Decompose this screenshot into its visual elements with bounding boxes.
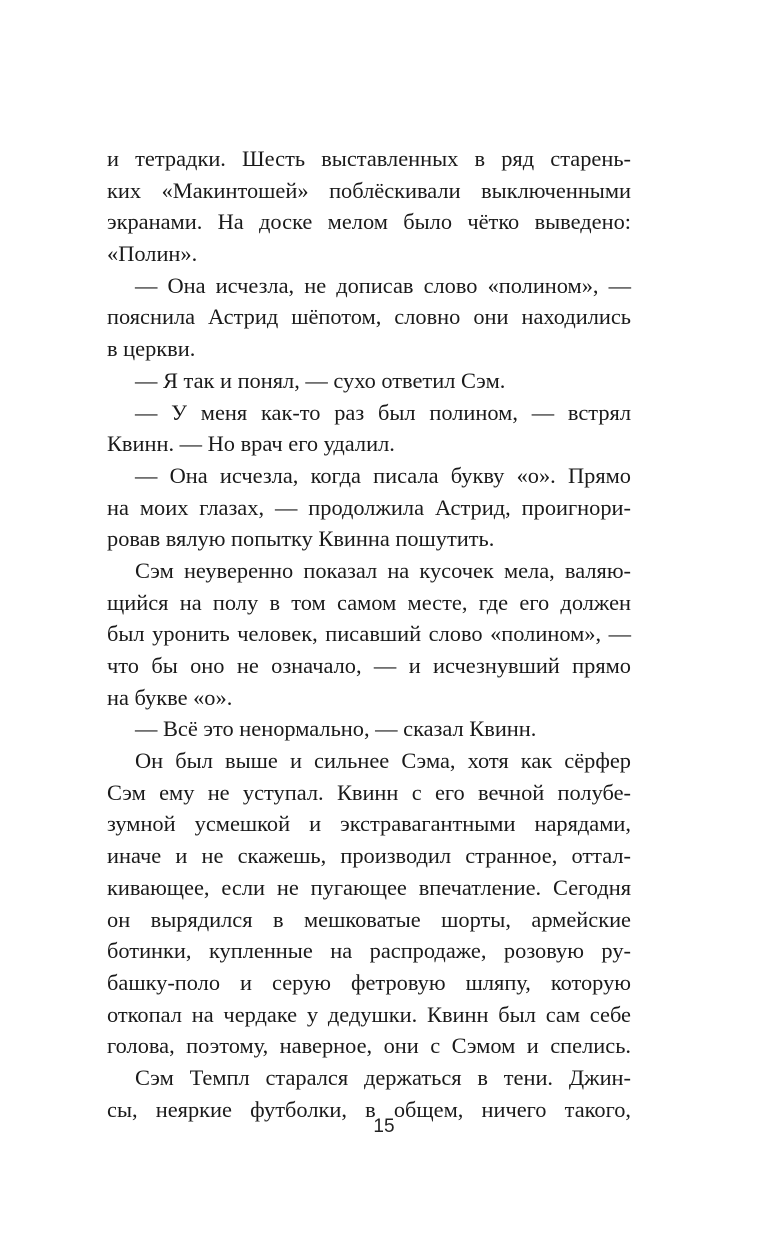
paragraph <box>107 397 631 460</box>
text-line: ких «Макинтошей» поблёскивали выключенными <box>107 177 631 203</box>
text-line: иначе и не скажешь, производил странное, оттал- <box>107 843 631 869</box>
text-line: голова, поэтому, наверное, они с Сэмом и спелись. <box>107 1033 631 1059</box>
page-number: 15 <box>373 1116 395 1137</box>
text-line: Сэм Темпл старался держаться в тени. Джин- <box>135 1064 631 1090</box>
page-body <box>107 143 631 1125</box>
text-line: — Она исчезла, когда писала букву «о». Прямо <box>135 462 631 488</box>
text-line: Квинн. — Но врач его удалил. <box>107 431 395 457</box>
text-line: Он был выше и сильнее Сэма, хотя как сёрфер <box>135 748 631 774</box>
text-line: пояснила Астрид шёпотом, словно они находились <box>107 304 631 330</box>
text-line: ботинки, купленные на распродаже, розовую ру- <box>107 938 631 964</box>
text-line: — Я так и понял, — сухо ответил Сэм. <box>135 367 506 393</box>
text-line: — Всё это ненормально, — сказал Квинн. <box>135 716 537 742</box>
paragraph <box>107 143 631 270</box>
paragraph <box>107 745 631 1062</box>
text-line: на моих глазах, — продолжила Астрид, проигнори- <box>107 494 631 520</box>
text-line: Сэм неуверенно показал на кусочек мела, валяю- <box>135 557 631 583</box>
text-line: ровав вялую попытку Квинна пошутить. <box>107 526 495 552</box>
text-line: в церкви. <box>107 336 196 362</box>
text-line: был уронить человек, писавший слово «полином», — <box>107 621 631 647</box>
text-line: зумной усмешкой и экстравагантными нарядами, <box>107 811 631 837</box>
paragraph <box>107 713 631 745</box>
text-line: щийся на полу в том самом месте, где его должен <box>107 589 631 615</box>
paragraph <box>107 365 631 397</box>
paragraph <box>107 270 631 365</box>
text-line: Сэм ему не уступал. Квинн с его вечной полубе- <box>107 779 631 805</box>
text-line: откопал на чердаке у дедушки. Квинн был сам себе <box>107 1001 631 1027</box>
text-line: башку-поло и серую фетровую шляпу, которую <box>107 969 631 995</box>
text-line: и тетрадки. Шесть выставленных в ряд старень- <box>107 146 631 171</box>
text-line: что бы оно не означало, — и исчезнувший прямо <box>107 653 631 678</box>
paragraph <box>107 460 631 555</box>
text-line: на букве «о». <box>107 684 233 710</box>
text-line: — У меня как-то раз был полином, — встрял <box>135 399 631 425</box>
text-line: он вырядился в мешковатые шорты, армейские <box>107 906 631 932</box>
text-line: сы, неяркие футболки, в общем, ничего такого, <box>107 1096 631 1122</box>
text-line: — Она исчезла, не дописав слово «полином», — <box>135 272 631 298</box>
paragraph <box>107 555 631 713</box>
text-line: кивающее, если не пугающее впечатление. Сегодня <box>107 874 631 900</box>
text-line: экранами. На доске мелом было чётко выведено: <box>107 209 631 235</box>
text-line: «Полин». <box>107 241 198 267</box>
